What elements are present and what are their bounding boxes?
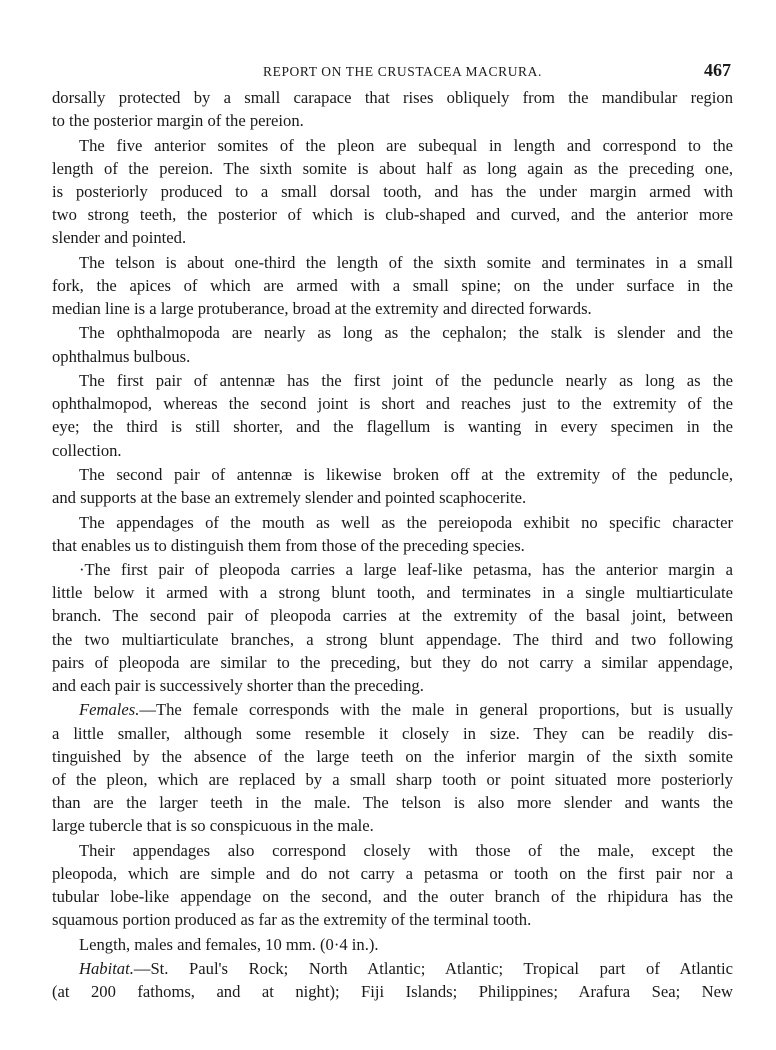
text-line	[52, 745, 733, 768]
paragraph	[52, 511, 733, 557]
line-text: two strong teeth, the posterior of which is club-shaped and curved, and the anterior more	[52, 205, 733, 225]
text-line	[52, 321, 733, 344]
text-line	[52, 180, 733, 203]
line-text: Length, males and females, 10 mm. (0·4 in.).	[79, 934, 379, 954]
paragraph	[52, 369, 733, 462]
line-text: eye; the third is still shorter, and the flagellum is wanting in every specimen in the	[52, 417, 733, 437]
text-line	[52, 203, 733, 226]
text-line	[52, 862, 733, 885]
line-text: pairs of pleopoda are similar to the preceding, but they do not carry a similar appendage,	[52, 652, 733, 672]
paragraph	[52, 251, 733, 321]
text-line	[52, 628, 733, 651]
text-line	[52, 226, 733, 249]
line-text: fork, the apices of which are armed with a small spine; on the under surface in the	[52, 275, 733, 295]
text-line	[52, 791, 733, 814]
text-line	[52, 768, 733, 791]
paragraph	[52, 933, 733, 956]
text-line	[52, 698, 733, 721]
text-line	[52, 885, 733, 908]
line-text: large tubercle that is so conspicuous in the male.	[52, 816, 374, 836]
line-text: The first pair of antennæ has the first joint of the peduncle nearly as long as the	[79, 371, 733, 390]
line-text: that enables us to distinguish them from those of the preceding species.	[52, 535, 525, 555]
line-text: Their appendages also correspond closely with those of the male, except the	[79, 840, 733, 860]
paragraph	[52, 558, 733, 697]
page-number: 467	[704, 60, 731, 80]
line-text: tubular lobe-like appendage on the second, and the outer branch of the rhipidura has the	[52, 887, 733, 907]
text-line	[52, 722, 733, 745]
italic-lead: Habitat.	[79, 959, 134, 978]
text-line	[52, 486, 733, 509]
line-text: and each pair is successively shorter than the preceding.	[52, 676, 424, 695]
line-text: tinguished by the absence of the large teeth on the inferior margin of the sixth somite	[52, 746, 733, 766]
text-line	[52, 980, 733, 1003]
text-line	[52, 251, 733, 274]
line-text: dorsally protected by a small carapace that rises obliquely from the mandibular region	[52, 88, 733, 107]
line-text: The ophthalmopoda are nearly as long as the cephalon; the stalk is slender and the	[79, 323, 733, 343]
line-text: little below it armed with a strong blunt tooth, and terminates in a single multiarticulate	[52, 583, 733, 603]
line-text: The second pair of antennæ is likewise broken off at the extremity of the peduncle,	[79, 464, 733, 484]
italic-lead: Females.	[79, 700, 140, 720]
text-line	[52, 581, 733, 604]
line-text: is posteriorly produced to a small dorsal tooth, and has the under margin armed with	[52, 181, 733, 201]
line-text: a little smaller, although some resemble it closely in size. They can be readily dis-	[52, 723, 733, 743]
line-text: median line is a large protuberance, broad at the extremity and directed forwards.	[52, 299, 592, 319]
text-line	[52, 534, 733, 557]
text-line	[52, 134, 733, 157]
line-text: (at 200 fathoms, and at night); Fiji Islands; Philippines; Arafura Sea; New	[52, 982, 733, 1002]
paragraph	[52, 86, 733, 132]
line-text: branch. The second pair of pleopoda carries at the extremity of the basal joint, between	[52, 606, 733, 626]
text-line	[52, 604, 733, 627]
line-text: the two multiarticulate branches, a strong blunt appendage. The third and two following	[52, 629, 733, 649]
text-line	[52, 297, 733, 320]
line-text: The appendages of the mouth as well as the pereiopoda exhibit no specific character	[79, 512, 733, 532]
text-line	[52, 392, 733, 415]
line-text: length of the pereion. The sixth somite is about half as long again as the preceding one,	[52, 158, 733, 178]
text-line	[52, 415, 733, 438]
line-text: to the posterior margin of the pereion.	[52, 111, 304, 131]
text-line	[52, 109, 733, 132]
text-line	[52, 558, 733, 581]
running-title: REPORT ON THE CRUSTACEA MACRURA.	[263, 64, 542, 79]
text-line	[52, 345, 733, 368]
text-line	[52, 511, 733, 534]
line-text: —St. Paul's Rock; North Atlantic; Atlantic; Tropical part of Atlantic	[133, 959, 733, 978]
text-line	[52, 439, 733, 462]
text-line	[52, 814, 733, 837]
text-line	[52, 651, 733, 674]
text-line	[52, 157, 733, 180]
paragraph	[52, 321, 733, 367]
text-line	[52, 933, 733, 956]
line-text: squamous portion produced as far as the extremity of the terminal tooth.	[52, 910, 532, 930]
line-text: —The female corresponds with the male in general proportions, but is usually	[139, 700, 733, 720]
text-line	[52, 369, 733, 392]
line-text: ophthalmopod, whereas the second joint is short and reaches just to the extremity of the	[52, 394, 733, 414]
text-line	[52, 957, 733, 980]
line-text: The five anterior somites of the pleon are subequal in length and correspond to the	[79, 135, 733, 155]
text-line	[52, 86, 733, 109]
text-line	[52, 463, 733, 486]
text-line	[52, 908, 733, 931]
line-text: and supports at the base an extremely slender and pointed scaphocerite.	[52, 488, 527, 508]
text-line	[52, 674, 733, 697]
line-text: ·The first pair of pleopoda carries a large leaf-like petasma, has the anterior margin a	[79, 560, 733, 580]
text-line	[52, 839, 733, 862]
running-header	[52, 60, 733, 84]
line-text: ophthalmus bulbous.	[52, 346, 191, 366]
body-text	[52, 86, 733, 1005]
line-text: of the pleon, which are replaced by a small sharp tooth or point situated more posteriorly	[52, 769, 733, 789]
paragraph	[52, 134, 733, 250]
line-text: slender and pointed.	[52, 228, 187, 248]
paragraph	[52, 698, 733, 837]
line-text: pleopoda, which are simple and do not carry a petasma or tooth on the first pair nor a	[52, 863, 733, 883]
line-text: collection.	[52, 440, 122, 460]
text-line	[52, 274, 733, 297]
paragraph	[52, 839, 733, 932]
paragraph	[52, 463, 733, 509]
paragraph	[52, 957, 733, 1003]
line-text: than are the larger teeth in the male. The telson is also more slender and wants the	[52, 793, 733, 813]
line-text: The telson is about one-third the length of the sixth somite and terminates in a small	[79, 252, 733, 272]
